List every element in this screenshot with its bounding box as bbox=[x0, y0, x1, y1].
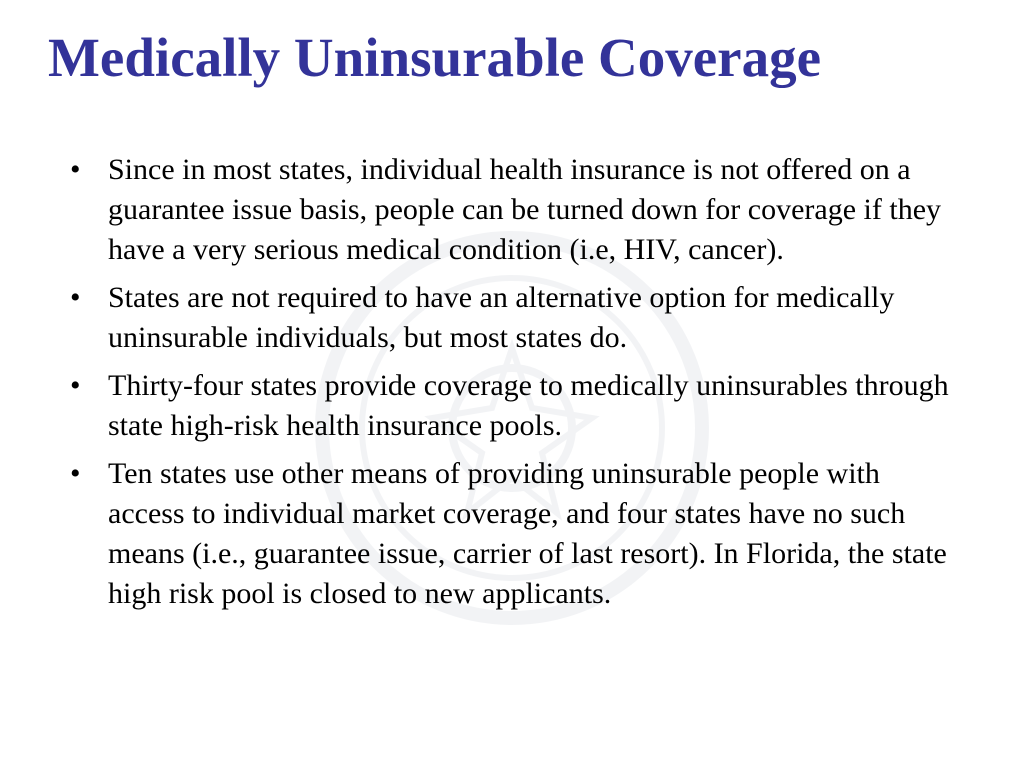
bullet-list bbox=[70, 150, 950, 622]
bullet-text: Thirty-four states provide coverage to medically uninsurables through state high-risk health insurance pools. bbox=[108, 369, 949, 442]
bullet-marker: • bbox=[70, 281, 81, 314]
bullet-marker: • bbox=[70, 369, 81, 402]
slide-title: Medically Uninsurable Coverage bbox=[48, 27, 821, 88]
bullet-item bbox=[70, 454, 950, 614]
bullet-text: Since in most states, individual health insurance is not offered on a guarantee issue basis, people can be turned down for coverage if they have a very serious medical condition (i.e, HIV, cancer). bbox=[108, 153, 942, 266]
bullet-item bbox=[70, 366, 950, 446]
bullet-item bbox=[70, 278, 950, 358]
bullet-marker: • bbox=[70, 457, 81, 490]
bullet-text: States are not required to have an alternative option for medically uninsurable individuals, but most states do. bbox=[108, 281, 895, 354]
bullet-item bbox=[70, 150, 950, 270]
bullet-text: Ten states use other means of providing uninsurable people with access to individual market coverage, and four states have no such means (i.e., guarantee issue, carrier of last resort). In Florida, the state high risk pool is closed to new applicants. bbox=[108, 457, 947, 610]
bullet-marker: • bbox=[70, 153, 81, 186]
